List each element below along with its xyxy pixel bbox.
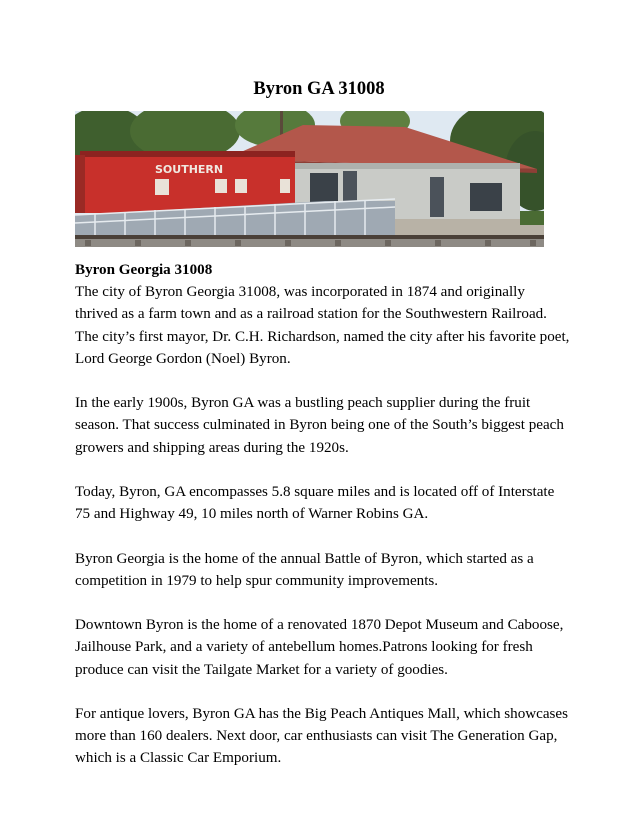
rail-track	[75, 235, 544, 239]
depot-photo	[75, 111, 544, 247]
paragraph-battle-of-byron: Byron Georgia is the home of the annual Battle of Byron, which started as a competition in 1979 to help spur community improvements.	[75, 550, 534, 589]
paragraph-downtown: Downtown Byron is the home of a renovated 1870 Depot Museum and Caboose, Jailhouse Park, and a variety of antebellum homes.Patrons looking for fresh produce can visit the Tailgate Market for a variety of goodies.	[75, 617, 564, 678]
paragraph-peaches: In the early 1900s, Byron GA was a bustling peach supplier during the fruit season. That success culminated in Byron being one of the South’s biggest peach growers and shipping areas during the 1920s.	[75, 395, 564, 456]
paragraph-antiques: For antique lovers, Byron GA has the Big Peach Antiques Mall, which showcases more than 160 dealers. Next door, car enthusiasts can visit The Generation Gap, which is a Classic Car Emporium.	[75, 705, 568, 767]
paragraph-history: The city of Byron Georgia 31008, was incorporated in 1874 and originally thrived as a farm town and as a railroad station for the Southwestern Railroad. The city’s first mayor, Dr. C.H. Richardson, named the city after his favorite poet, Lord George Gordon (Noel) Byron.	[75, 284, 570, 367]
article-body	[75, 259, 570, 770]
page-title: Byron GA 31008	[253, 79, 385, 99]
paragraph-location: Today, Byron, GA encompasses 5.8 square miles and is located off of Interstate 75 and Highway 49, 10 miles north of Warner Robins GA.	[75, 484, 555, 523]
caboose-sign: SOUTHERN	[155, 163, 224, 176]
section-heading: Byron Georgia 31008	[75, 262, 213, 278]
